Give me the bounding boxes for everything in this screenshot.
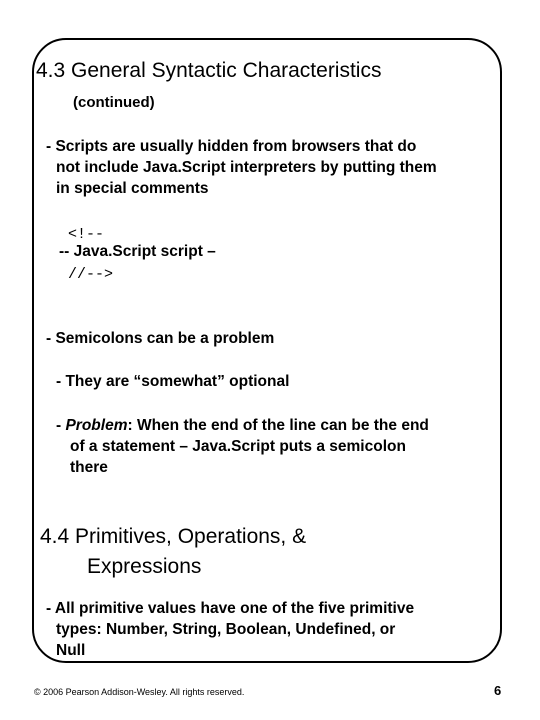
bullet-problem — [56, 415, 429, 478]
code-line-open-comment: <!-- — [68, 226, 105, 243]
page-number: 6 — [494, 683, 502, 698]
bullet-line: in special comments — [56, 180, 209, 197]
bullet-line: not include Java.Script interpreters by putting them — [56, 159, 437, 176]
section-title-line: Expressions — [87, 555, 202, 578]
code-line-script: -- Java.Script script – — [59, 243, 216, 260]
bullet-primitive-values — [46, 598, 414, 661]
bullet-line: - Scripts are usually hidden from browsers that do — [46, 138, 417, 155]
slide-subtitle: (continued) — [73, 94, 155, 111]
section-title — [40, 522, 306, 582]
bullet-line: Null — [56, 642, 86, 659]
bullet-line — [56, 417, 429, 434]
bullet-line-rest: : When the end of the line can be the end — [127, 417, 429, 434]
bullet-line: there — [70, 459, 108, 476]
code-line-close-comment: //--> — [68, 266, 114, 283]
bullet-scripts-hidden — [46, 136, 437, 199]
bullet-line: types: Number, String, Boolean, Undefined, or — [56, 621, 396, 638]
bullet-prefix: - — [56, 417, 66, 434]
bullet-line: of a statement – Java.Script puts a semicolon — [70, 438, 406, 455]
emphasis-problem: Problem — [65, 417, 128, 434]
slide-title: 4.3 General Syntactic Characteristics — [36, 59, 382, 82]
section-title-line: 4.4 Primitives, Operations, & — [40, 525, 307, 548]
copyright-footer: © 2006 Pearson Addison-Wesley. All rights reserved. — [34, 687, 245, 697]
bullet-semicolons: - Semicolons can be a problem — [46, 330, 275, 347]
bullet-optional: - They are “somewhat” optional — [56, 373, 290, 390]
bullet-line: - All primitive values have one of the five primitive — [46, 600, 415, 617]
